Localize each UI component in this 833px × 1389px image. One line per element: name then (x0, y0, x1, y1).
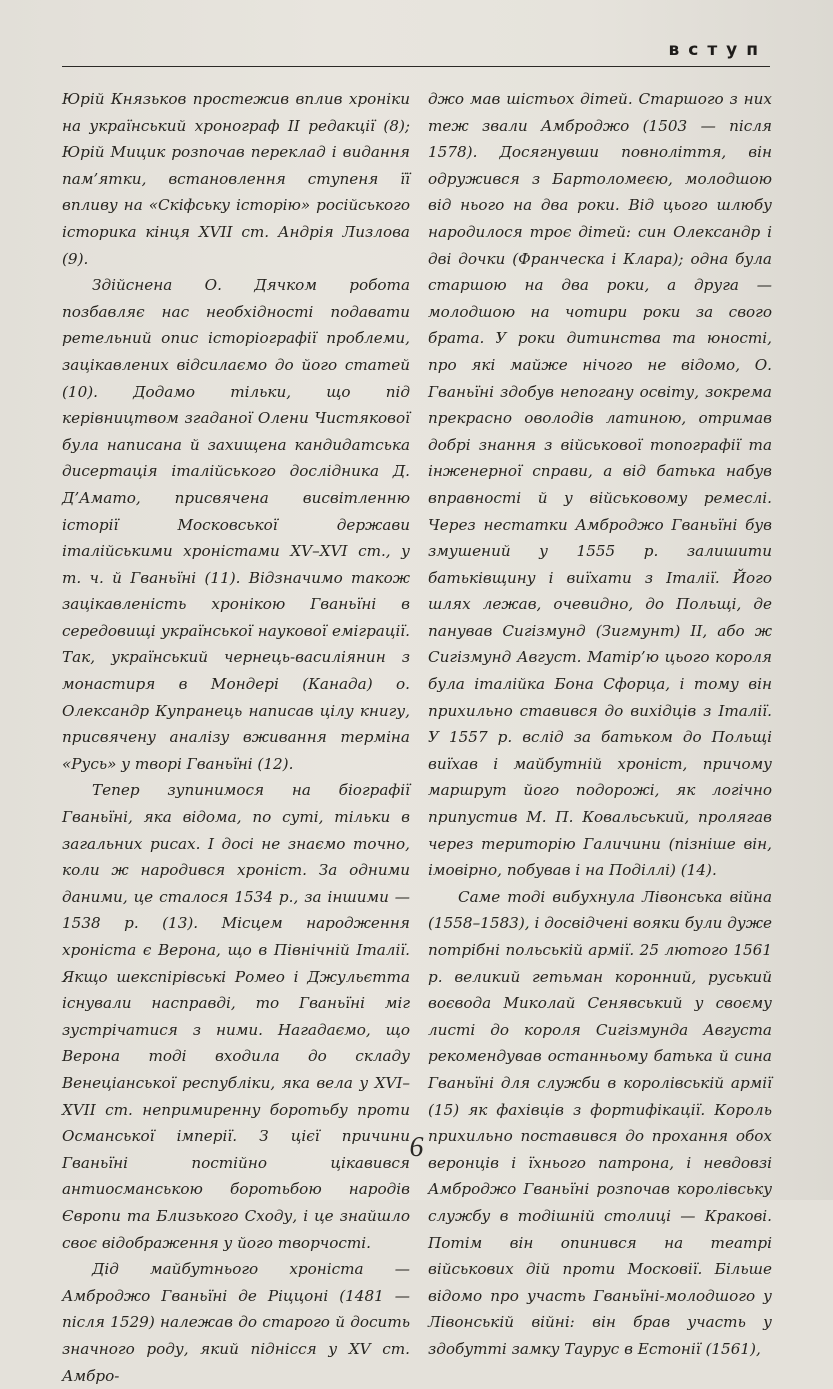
page-number: 6 (409, 1132, 424, 1163)
paragraph: Тепер зупинимося на біографії Гваньїні, яка відома, по суті, тільки в загальних рисах. І досі не знаємо точно, коли ж народився хроніст. За одними даними, це сталося 1534 р., за іншими — 1538 р. (13). Місцем народження хроніста є Верона, що в Північній Італії. Якщо шекспірівські Ромео і Джульєтта існували насправді, то Гваньїні міг зустрічатися з ними. Нагадаємо, що Верона тоді входила до складу Венеціанської республіки, яка вела у XVI–XVII ст. непримиренну боротьбу проти Османської імперії. З цієї причини Гваньїні постійно цікавився антиосманською боротьбою народів Європи та Близького Сходу, і це знайшло своє відображення у його творчості. (62, 781, 410, 1252)
left-column (62, 86, 410, 1389)
paragraph: Саме тоді вибухнула Лівонська війна (1558–1583), і досвідчені вояки були дуже потрібні польській армії. 25 лютого 1561 р. великий гетьман коронний, руський воєвода Миколай Сенявський у своєму листі до короля Сигізмунда Августа рекомендував останньому батька й сина Гваньїні для служби в королівській армії (15) як фахівців з фортифікації. Король прихильно поставився до прохання обох веронців і їхнього патрона, і невдовзі Амброджо Гваньїні розпочав королівську службу в тодішній столиці — Кракові. Потім він опинився на театрі військових дій проти Московії. Більше відомо про участь Гваньїні-молодшого у Лівонській війні: він брав участь у здобутті замку Таурус в Естонії (1561), (428, 887, 772, 1358)
paragraph: джо мав шістьох дітей. Старшого з них теж звали Амброджо (1503 — після 1578). Досягнувши повноліття, він одружився з Бартоломеєю, молодшою від нього на два роки. Від цього шлюбу народилося троє дітей: син Олександр і дві дочки (Франческа і Клара); одна була старшою на два роки, а друга — молодшою на чотири роки за свого брата. У роки дитинства та юності, про які майже нічого не відомо, О. Гваньїні здобув непогану освіту, зокрема прекрасно оволодів латиною, отримав добрі знання з військової топографії та інженерної справи, а від батька набув вправності й у військовому ремеслі. Через нестатки Амброджо Гваньїні був змушений у 1555 р. залишити батьківщину і виїхати з Італії. Його шлях лежав, очевидно, до Польщі, де панував Сигізмунд (Зигмунт) II, або ж Сигізмунд Август. Матір’ю цього короля була італійка Бона Сфорца, і тому він прихильно ставився до вихідців з Італії. У 1557 р. вслід за батьком до Польщі виїхав і майбутній хроніст, причому маршрут його подорожі, як логічно припустив М. П. Ковальський, пролягав через територію Галичини (пізніше він, імовірно, побував і на Поділлі) (14). (428, 90, 772, 880)
right-column (428, 86, 772, 1363)
header-rule (62, 66, 770, 67)
running-header: вступ (668, 40, 767, 60)
paragraph: Здійснена О. Дячком робота позбавляє нас необхідності подавати ретельний опис історіографії проблеми, зацікавлених відсилаємо до його статей (10). Додамо тільки, що під керівництвом згаданої Олени Чистякової була написана й захищена кандидатська дисертація італійського дослідника Д. Д’Амато, присвячена висвітленню історії Московської держави італійськими хроністами XV–XVI ст., у т. ч. й Гваньїні (11). Відзначимо також зацікавленість хронікою Гваньїні в середовищі української наукової еміграції. Так, український чернець-василіянин з монастиря в Мондері (Канада) о. Олександр Купранець написав цілу книгу, присвячену аналізу вживання терміна «Русь» у творі Гваньїні (12). (62, 276, 410, 773)
paragraph: Дід майбутнього хроніста — Амброджо Гваньїні де Ріццоні (1481 — після 1529) належав до старого й досить значного роду, який піднісся у XV ст. Амбро- (62, 1260, 410, 1385)
paragraph: Юрій Князьков простежив вплив хроніки на український хронограф II редакції (8); Юрій Мицик розпочав переклад і видання пам’ятки, встановлення ступеня її впливу на «Скіфську історію» російського історика кінця XVII ст. Андрія Лизлова (9). (62, 90, 410, 268)
